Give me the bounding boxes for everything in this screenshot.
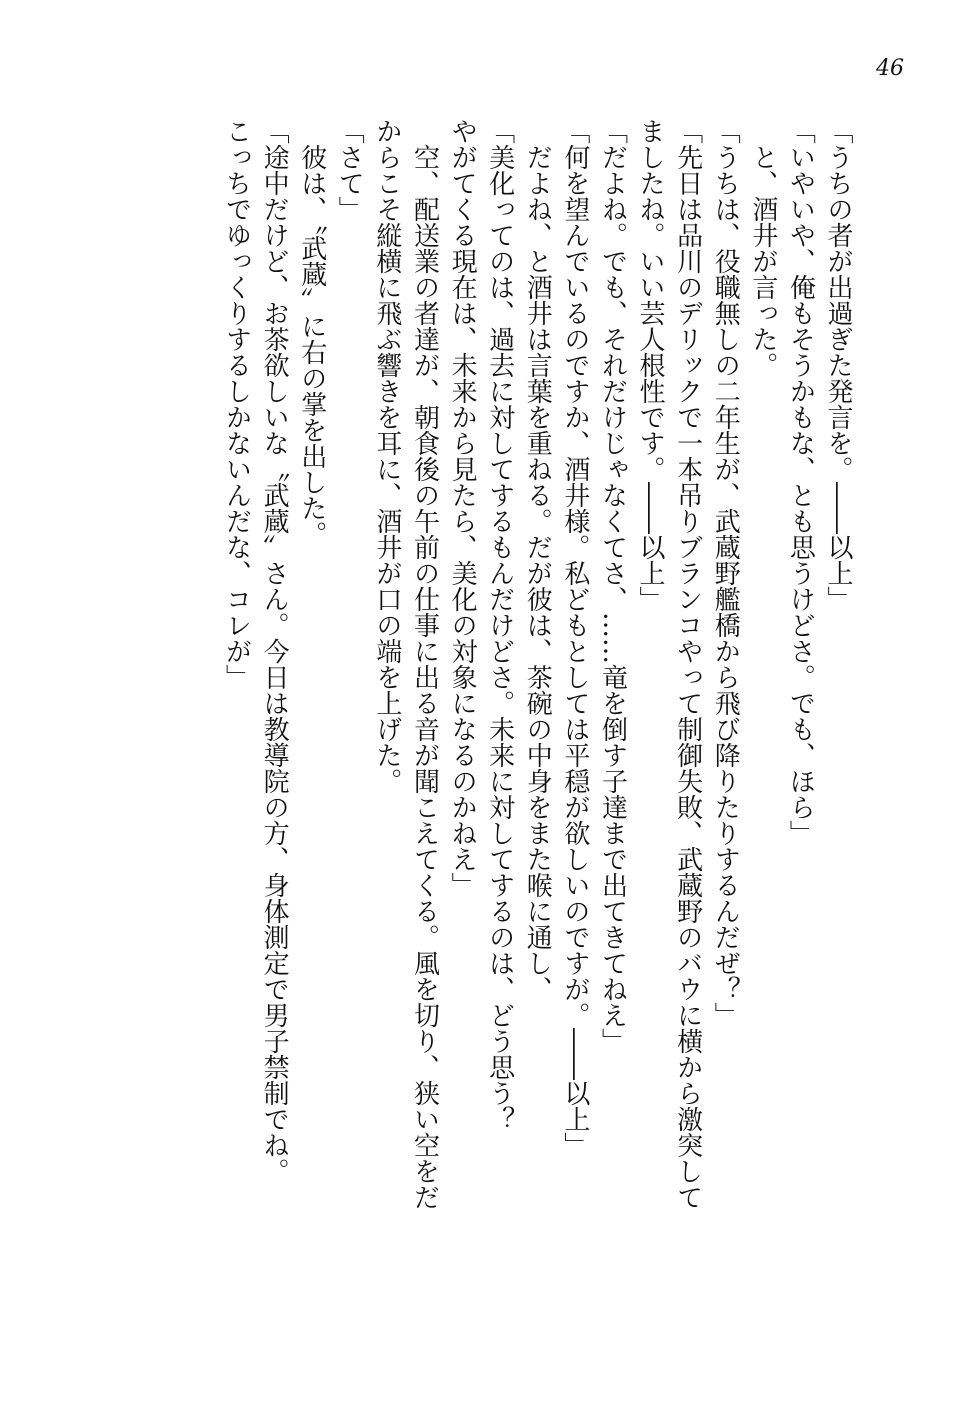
text-line: 「途中だけど、お茶欲しいな〝武蔵〟さん。今日は教導院の方、身体測定で男子禁制でね。 <box>259 118 290 1184</box>
text-line: 「うちは、役職無しの二年生が、武蔵野艦橋から飛び降りたりするんだぜ？」 <box>710 118 741 1028</box>
text-line: と、酒井が言った。 <box>747 118 778 378</box>
text-line: やがてくる現在は、未来から見たら、美化の対象になるのかねえ」 <box>447 118 478 898</box>
page-number: 46 <box>876 56 904 81</box>
novel-text-block <box>217 118 856 1323</box>
text-line: 「いやいや、俺もそうかもな、とも思うけどさ。でも、ほら」 <box>785 118 816 846</box>
text-line: 「美化ってのは、過去に対してするもんだけどさ。未来に対してするのは、どう思う？ <box>484 118 515 1132</box>
text-line: ましたね。いい芸人根性です。――以上」 <box>635 118 666 612</box>
text-line: だよね、と酒井は言葉を重ねる。だが彼は、茶碗の中身をまた喉に通し、 <box>522 118 553 1002</box>
text-line: 「うちの者が出過ぎた発言を。――以上」 <box>823 118 853 612</box>
text-line: 「さて」 <box>334 118 365 222</box>
text-line: 「何を望んでいるのですか、酒井様。私どもとしては平穏が欲しいのですが。――以上」 <box>559 118 590 1158</box>
text-line: 彼は、〝武蔵〟に右の掌を出した。 <box>296 118 327 547</box>
text-line: からこそ縦横に飛ぶ響きを耳に、酒井が口の端を上げた。 <box>371 118 402 794</box>
text-line: 空、配送業の者達が、朝食後の午前の仕事に出る音が聞こえてくる。風を切り、狭い空をだ <box>409 118 440 1210</box>
text-line: 「だよね。でも、それだけじゃなくてさ、……竜を倒す子達まで出てきてねえ」 <box>597 118 628 1054</box>
text-line: こっちでゆっくりするしかないんだな、コレが」 <box>221 118 252 690</box>
text-line: 「先日は品川のデリックで一本吊りブランコやって制御失敗、武蔵野のバウに横から激突して <box>672 118 703 1210</box>
